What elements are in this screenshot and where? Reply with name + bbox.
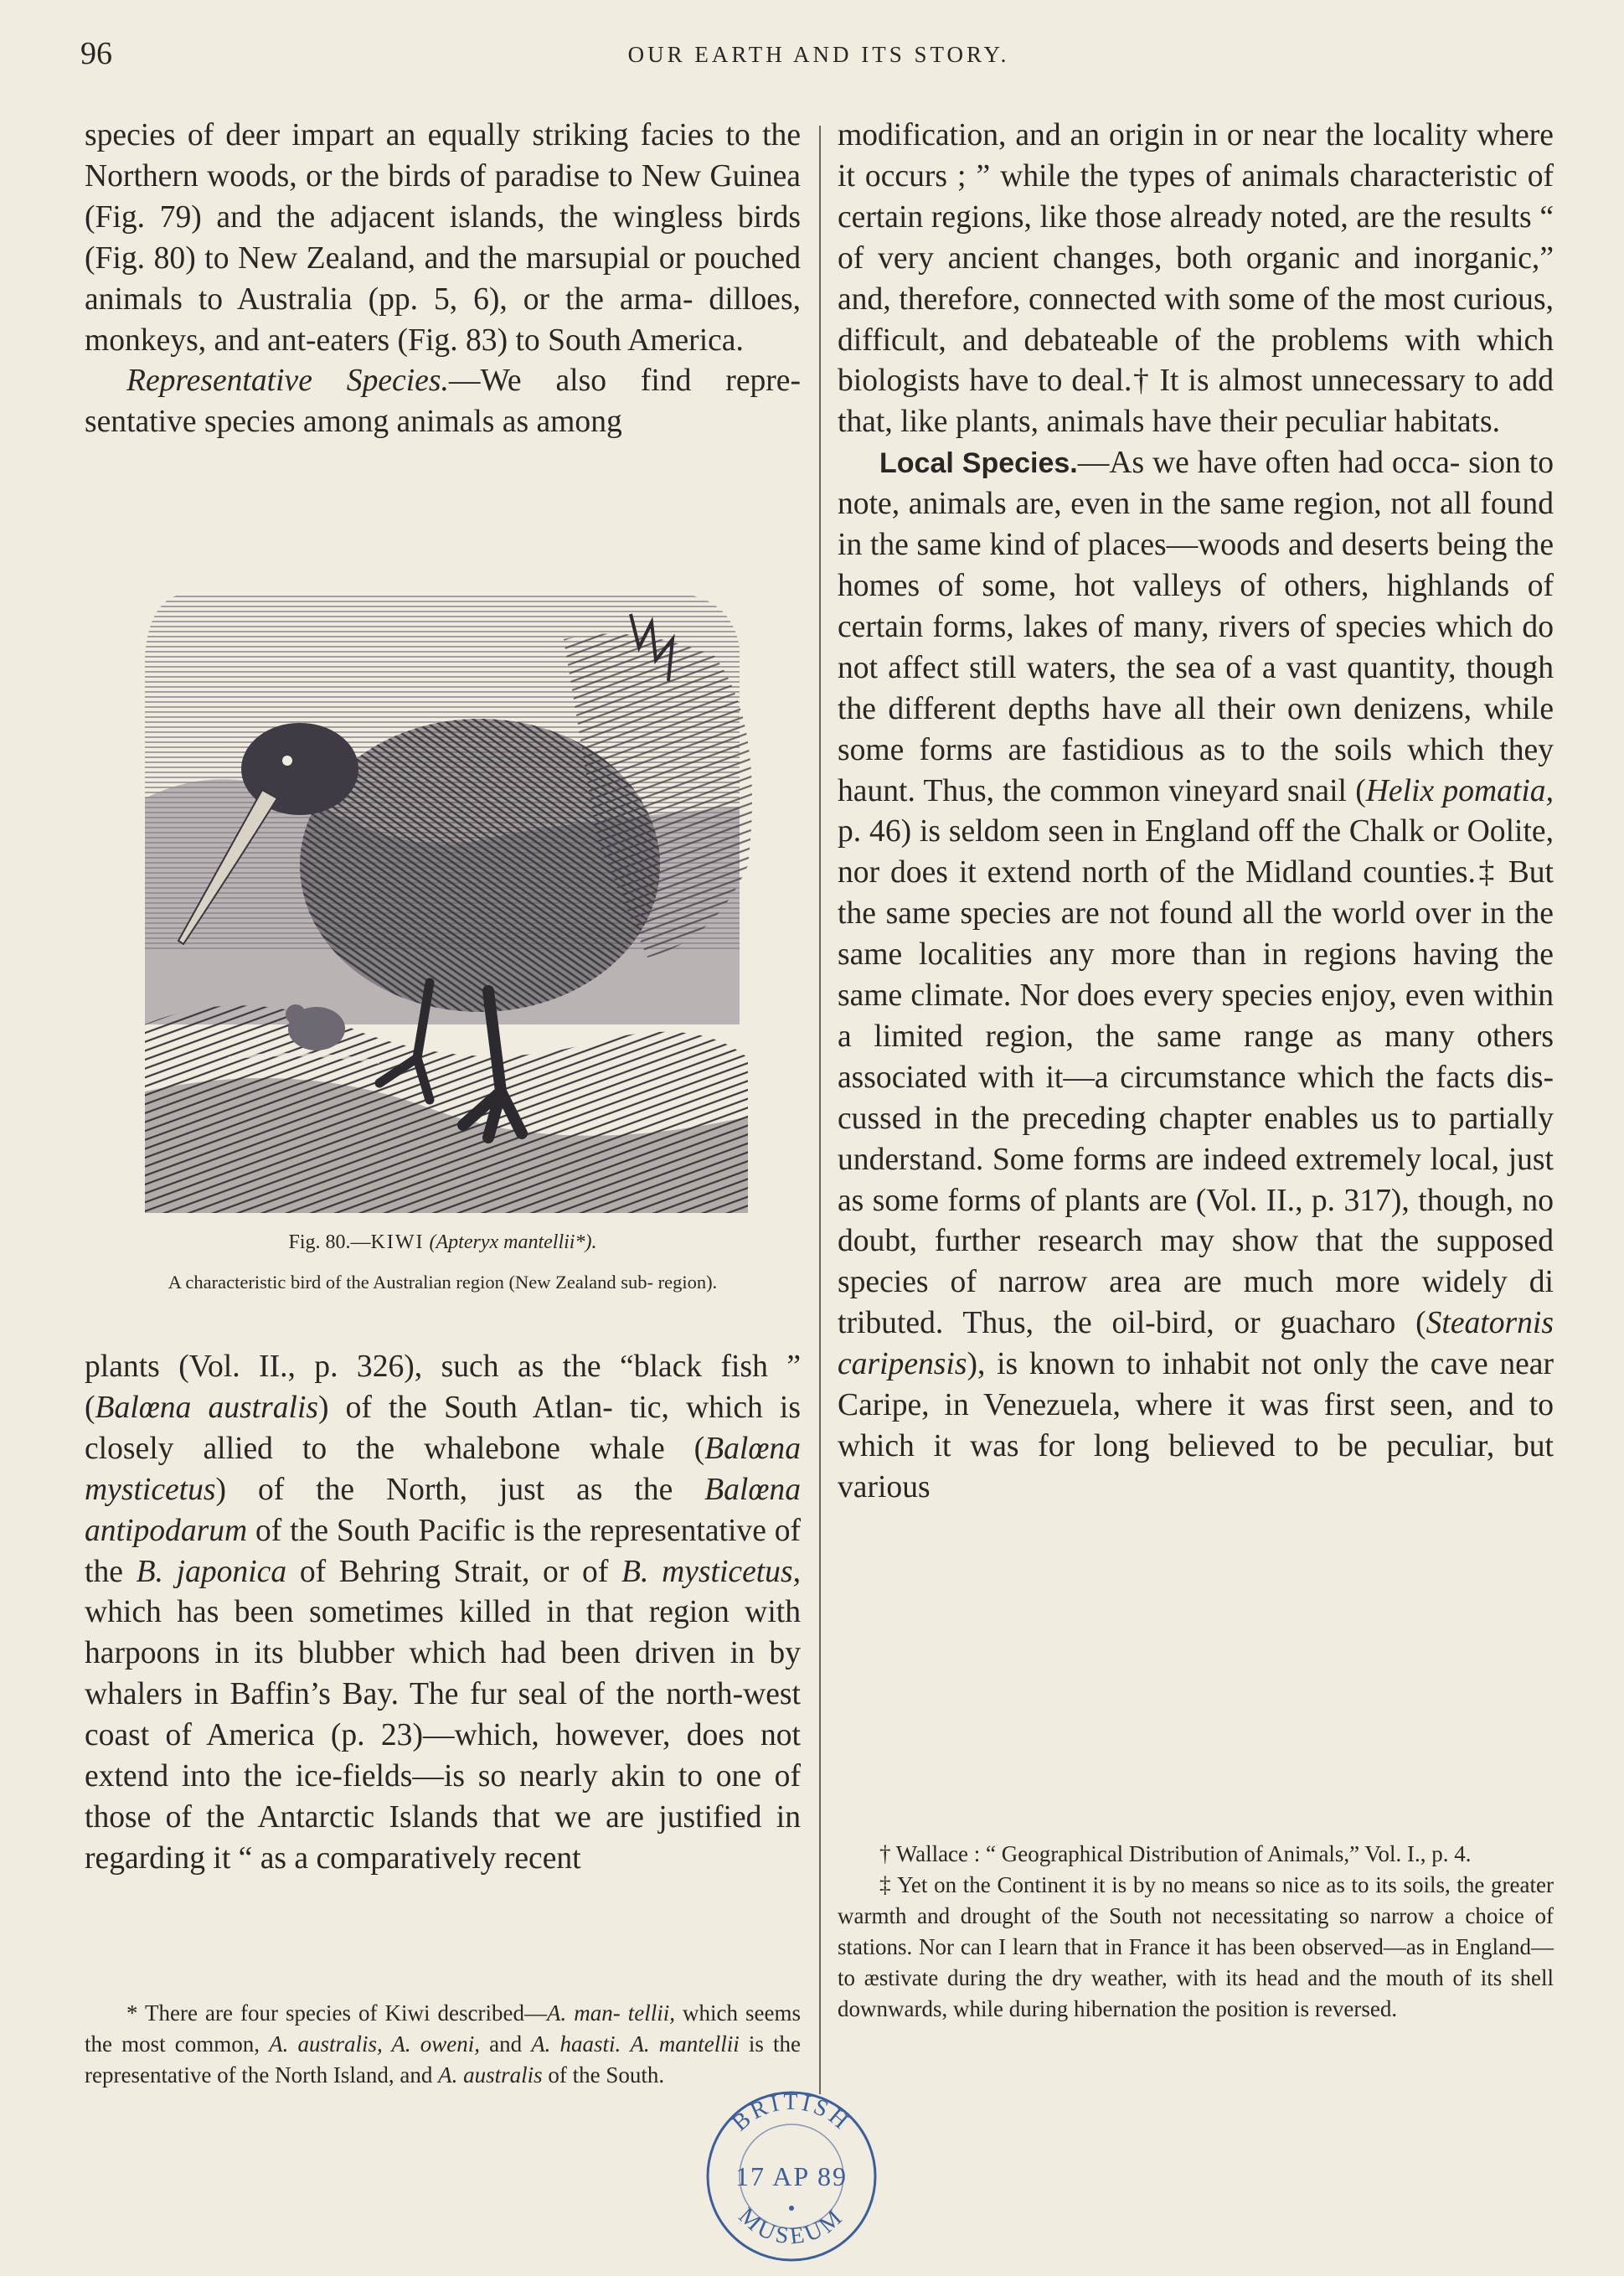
left-column-top [85,116,801,443]
paragraph-modification: modification, and an origin in or near the locality where it occurs ; ” while the types of animals characteristic of certain regions, like those already noted, are the results “ of very ancient changes, both organic and inorganic,” and, therefore, connected with some of the most curious, difficult, and debateable of the problems with which biologists have to deal.† It is almost unnecessary to add that, like plants, animals have their peculiar habitats. [838,118,1554,440]
figure-kiwi [85,582,801,1361]
left-column-bottom [85,1347,801,1880]
column-divider [819,126,821,2094]
stamp-bottom-text: MUSEUM [733,2202,850,2250]
page-number: 96 [80,36,112,71]
paragraph-local-species: Local Species.—As we have often had occa- sion to note, animals are, even in the same region, not all found in the same kind of places—woods and deserts being the homes of some, hot valleys of others, highlands of certain forms, lakes of many, rivers of species which do not affect still waters, the sea of a vast quantity, though the different depths have all their own denizens, while some forms are fastidious as to the soils which they haunt. Thus, the common vineyard snail (Helix pomatia, p. 46) is seldom seen in England off the Chalk or Oolite, nor does it extend north of the Midland counties.‡ But the same species are not found all the world over in the same localities any more than in regions having the same climate. Nor does every species enjoy, even within a limited region, the same range as many others associated with it—a circumstance which the facts dis- cussed in the preceding chapter enables us to partially understand. Some forms are indeed extremely local, just as some forms of plants are (Vol. II., p. 317), though, no doubt, further research may show that the supposed species of narrow area are much more widely di tributed. Thus, the oil-bird, or guacharo (Steatornis caripensis), is known to inhabit not only the cave near Caripe, in Venezuela, where it was first seen, and to which it was for long believed to be peculiar, but various [838,446,1554,1504]
footnote-continent: ‡ Yet on the Continent it is by no means so nice as to its soils, the greater warmth and drought of the South not necessitating so narrow a choice of stations. Nor can I learn that in France it has been observed—as in England—to æstivate during the dry weather, with its head and the mouth of its shell downwards, while during hibernation the position is reversed. [838,1872,1554,2021]
running-title: OUR EARTH AND ITS STORY. [627,42,1010,67]
right-column [838,116,1554,1509]
paragraph-whales: plants (Vol. II., p. 326), such as the “black fish ” (Balœna australis) of the South Atlan- tic, which is closely allied to the whalebone whale (Balœna mysticetus) of the North, just as the Balœna antipodarum of the South Pacific is the representative of the B. japonica of Behring Strait, or of B. mysticetus, which has been sometimes killed in that region with harpoons in its blubber which had been driven in by whalers in Baffin’s Bay. The fur seal of the north-west coast of America (p. 23)—which, however, does not extend into the ice-fields—is so nearly akin to one of those of the Antarctic Islands that we are justified in regarding it “ as a comparatively recent [85,1350,801,1876]
kiwi-engraving [128,589,765,1213]
svg-text:BRITISH [727,2089,855,2136]
footnotes-right [838,1839,1554,2025]
figure-caption: Fig. 80.—KIWI (Apteryx mantellii*). [288,1231,597,1253]
paragraph-deer: species of deer impart an equally striking facies to the Northern woods, or the birds of paradise to New Guinea (Fig. 79) and the adjacent islands, the wingless birds (Fig. 80) to New Zealand, and the marsupial or pouched animals to Australia (pp. 5, 6), or the arma- dilloes, monkeys, and ant-eaters (Fig. 83) to South America. [85,118,801,358]
footnote-kiwi: * There are four species of Kiwi described—A. man- tellii, which seems the most common, A. australis, A. oweni, and A. haasti. A. mantellii is the representative of the North Island, and A. australis of the South. [85,2000,802,2088]
stamp-top-text: BRITISH [727,2088,856,2137]
stamp-date: 17 AP 89 [735,2161,848,2191]
page-header [80,35,1557,77]
figure-species: (Apteryx mantellii*). [429,1231,597,1253]
paragraph-representative: Representative Species.—We also find repre- sentative species among animals as among [85,364,801,440]
figure-subcaption: A characteristic bird of the Australian region (New Zealand sub- region). [168,1272,718,1293]
heading-representative-species: Representative Species. [126,364,449,399]
british-museum-stamp [699,2084,884,2268]
footnote-wallace: † Wallace : “ Geographical Distribution of Animals,” Vol. I., p. 4. [879,1841,1472,1866]
heading-local-species: Local Species. [879,447,1078,480]
